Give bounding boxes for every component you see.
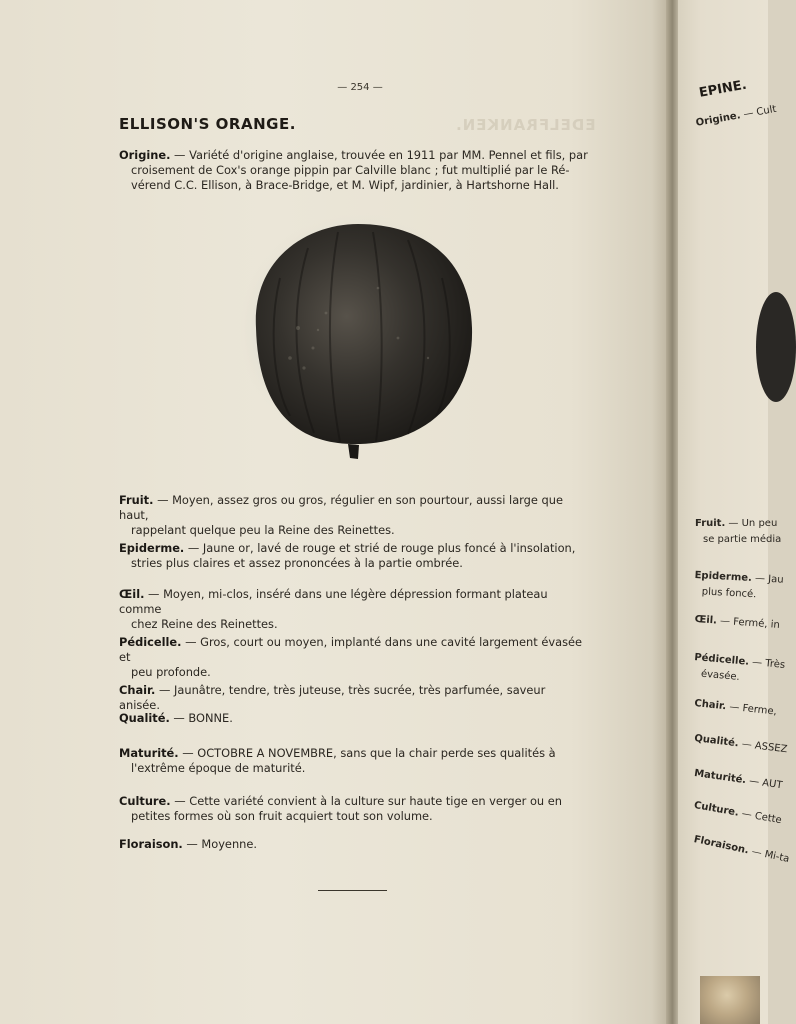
- entry-text: — Jau: [751, 572, 784, 586]
- entry-text: — OCTOBRE A NOVEMBRE, sans que la chair perde ses qualités à: [178, 746, 556, 760]
- entry-label: Culture.: [693, 800, 740, 819]
- entry-text: — Cette variété convient à la culture sur haute tige en verger ou en: [170, 794, 562, 808]
- entry-text: petites formes où son fruit acquiert tout son volume.: [131, 809, 433, 823]
- entry-text: croisement de Cox's orange pippin par Calville blanc ; fut multiplié par le Ré-: [131, 163, 570, 177]
- entry-text: se partie média: [703, 534, 782, 545]
- entry-text: peu profonde.: [131, 665, 211, 679]
- right-entry: [693, 800, 782, 826]
- entry-text: — Jaunâtre, tendre, très juteuse, très sucrée, très parfumée, saveur anisée.: [119, 683, 546, 712]
- entry-label: Qualité.: [693, 733, 740, 750]
- entry-label: Fruit.: [695, 518, 726, 529]
- end-rule: [318, 890, 387, 891]
- entry-text: — Moyenne.: [182, 837, 258, 851]
- entry-qualite: [119, 711, 589, 726]
- right-entry: [694, 614, 780, 631]
- entry-fruit: [119, 493, 589, 538]
- entry-text: — Gros, court ou moyen, implanté dans une cavité largement évasée et: [119, 635, 583, 664]
- entry-label: Œil.: [694, 614, 718, 627]
- entry-text: — ASSEZ: [737, 738, 788, 756]
- right-entry: [695, 516, 781, 548]
- entry-label: Chair.: [119, 683, 156, 697]
- entry-label: Floraison.: [692, 834, 750, 857]
- entry-label: Culture.: [119, 794, 171, 808]
- entry-label: Pédicelle.: [693, 651, 750, 668]
- entry-text: — Cette: [737, 807, 783, 827]
- entry-label: Maturité.: [119, 746, 179, 760]
- entry-text: plus foncé.: [701, 586, 757, 601]
- entry-oeil: [119, 587, 589, 632]
- entry-text: — AUT: [745, 775, 784, 792]
- entry-label: Qualité.: [119, 711, 170, 725]
- entry-label: Fruit.: [119, 493, 154, 507]
- entry-label: Pédicelle.: [119, 635, 182, 649]
- entry-maturite: [119, 746, 589, 776]
- right-entry: [694, 733, 788, 755]
- entry-text: — Moyen, assez gros ou gros, régulier en son pourtour, aussi large que haut,: [119, 493, 563, 522]
- right-apple-illustration: [756, 292, 796, 402]
- entry-label: Chair.: [693, 698, 727, 713]
- entry-text: rappelant quelque peu la Reine des Reinettes.: [131, 523, 395, 537]
- entry-text: stries plus claires et assez prononcées à la partie ombrée.: [131, 556, 463, 570]
- entry-text: — Jaune or, lavé de rouge et strié de rouge plus foncé à l'insolation,: [184, 541, 576, 555]
- entry-label: Epiderme.: [119, 541, 185, 555]
- page-number: — 254 —: [337, 82, 383, 93]
- entry-label: Origine.: [695, 110, 742, 129]
- entry-epiderme: [119, 541, 589, 571]
- entry-culture: [119, 794, 589, 824]
- entry-text: — Très: [748, 656, 786, 671]
- right-entry: [693, 768, 783, 791]
- entry-label: Œil.: [119, 587, 145, 601]
- entry-text: vérend C.C. Ellison, à Brace-Bridge, et M. Wipf, jardinier, à Hartshorne Hall.: [131, 178, 559, 192]
- entry-text: — Ferme,: [725, 701, 778, 718]
- entry-text: évasée.: [700, 668, 741, 683]
- entry-label: Origine.: [119, 148, 171, 162]
- right-entry: [693, 834, 791, 865]
- entry-label: Maturité.: [693, 768, 747, 787]
- entry-text: — Variété d'origine anglaise, trouvée en 1911 par MM. Pennel et fils, par: [170, 148, 588, 162]
- right-entry: [692, 650, 786, 690]
- entry-text: — BONNE.: [169, 711, 233, 725]
- bleed-through-heading: EDELFRANKEN.: [455, 116, 596, 134]
- apple-illustration: [238, 218, 480, 463]
- entry-text: — Un peu: [725, 518, 778, 529]
- entry-origine: [119, 148, 589, 193]
- entry-text: — Fermé, in: [716, 615, 781, 631]
- entry-text: chez Reine des Reinettes.: [131, 617, 278, 631]
- entry-text: — Cult: [739, 103, 778, 121]
- right-entry: [694, 698, 777, 718]
- right-entry: [695, 104, 777, 129]
- entry-text: — Mi-ta: [747, 845, 791, 866]
- entry-text: l'extrême époque de maturité.: [131, 761, 306, 775]
- right-page: [678, 0, 791, 1024]
- entry-label: Floraison.: [119, 837, 183, 851]
- right-page-heading: EPINE.: [698, 77, 748, 101]
- entry-chair: [119, 683, 589, 713]
- entry-pedicelle: [119, 635, 589, 680]
- page-title: ELLISON'S ORANGE.: [119, 115, 296, 133]
- entry-text: — Moyen, mi-clos, inséré dans une légère dépression formant plateau comme: [119, 587, 548, 616]
- entry-label: Epiderme.: [694, 569, 753, 584]
- entry-floraison: [119, 837, 589, 852]
- right-entry: [693, 568, 784, 605]
- corner-thumbnail: [700, 976, 760, 1024]
